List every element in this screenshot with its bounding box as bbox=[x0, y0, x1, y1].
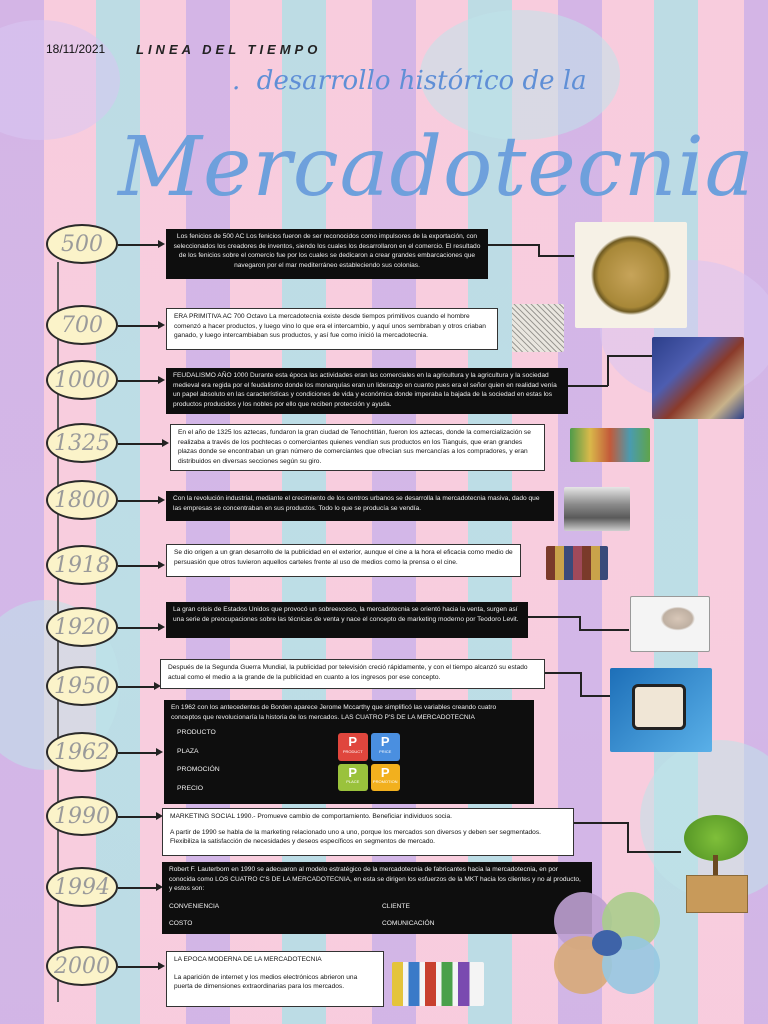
arrow-icon bbox=[158, 376, 165, 384]
year-marker: 1962 bbox=[46, 732, 118, 772]
entry-box: Se dio origen a un gran desarrollo de la publicidad en el exterior, aunque el cine a la hora el eficacia como medio de persuasión que otros tuvieron aquellos carteles frente al uso de medios como la prensa o el cine. bbox=[166, 544, 521, 577]
connector bbox=[118, 686, 156, 688]
year-marker: 1800 bbox=[46, 480, 118, 520]
entry-box: FEUDALISMO AÑO 1000 Durante esta época las actividades eran las comerciales en la agricultura y la agricultura y la sociedad medieval era regida por el feudalismo donde los monarquías eran un liderazgo en cuanto pues era el señor quien en realidad venía un papel absoluto en las características y condiciones de vida y económica donde imperaba la bajada de la sociedad en estas los productos producidos y los nobles por ello que reciben protección y ayuda. bbox=[166, 368, 568, 414]
man-portrait bbox=[630, 596, 710, 652]
p-cell bbox=[371, 764, 401, 792]
link-line bbox=[538, 255, 574, 257]
bullet: . bbox=[232, 66, 241, 96]
connector bbox=[118, 380, 160, 382]
venn-center bbox=[592, 930, 622, 956]
connector bbox=[118, 500, 160, 502]
link-line bbox=[579, 629, 629, 631]
arrow-icon bbox=[162, 439, 169, 447]
list-item: PROMOCIÓN bbox=[177, 766, 220, 774]
list-item: PRODUCTO bbox=[177, 729, 216, 737]
link-line bbox=[579, 616, 581, 630]
entry-text: Robert F. Lauterborn en 1990 se adecuaron al modelo estratégico de la mercadotecnia de fabricantes hacia la mercadotecnia, en por conocida como LOS CUATRO C'S DE LA MERCADOTECNIA, en esta se dirigen los esfuerzos de la MKT hacia los clientes y no al producto, y estos son: bbox=[169, 866, 581, 893]
year-marker: 500 bbox=[46, 224, 118, 264]
link-line bbox=[627, 822, 629, 852]
arrow-icon bbox=[158, 623, 165, 631]
list-item: COSTO bbox=[169, 920, 193, 928]
entry-box: ERA PRIMITIVA AC 700 Octavo La mercadotecnia existe desde tiempos primitivos cuando el hombre comenzó a hacer productos, y luego vino lo que era el intercambio, y aquí unos sembraban y otros criaban ganado, y luego intercambiaban sus productos, y así fue como inició la mercadotecnia. bbox=[166, 308, 498, 350]
year-marker: 1325 bbox=[46, 423, 118, 463]
entry-box: Con la revolución industrial, mediante el crecimiento de los centros urbanos se desarrolla la mercadotecnia masiva, dado que las empresas se concentraban en sus productos. Todo lo que se producía se vendía. bbox=[166, 491, 554, 521]
p-cell bbox=[338, 733, 368, 761]
people-figures bbox=[392, 962, 484, 1006]
p-letter: P bbox=[348, 734, 358, 750]
entry-box bbox=[162, 862, 592, 934]
link-line bbox=[607, 355, 653, 357]
list-item: PRECIO bbox=[177, 784, 204, 792]
year-marker: 1920 bbox=[46, 607, 118, 647]
entry-box: Después de la Segunda Guerra Mundial, la publicidad por televisión creció rápidamente, y con el tiempo alcanzó su estado actual como el medio a la grande de la publicidad en cuanto a los ingresos por ese concepto. bbox=[160, 659, 545, 689]
sketch-image bbox=[512, 304, 564, 352]
p-cell bbox=[338, 764, 368, 792]
tv-screen bbox=[632, 684, 686, 730]
link-line bbox=[545, 672, 581, 674]
year-marker: 1990 bbox=[46, 796, 118, 836]
medieval-painting bbox=[652, 337, 744, 419]
year-marker: 1994 bbox=[46, 867, 118, 907]
p-grid-icon bbox=[338, 733, 400, 791]
link-line bbox=[627, 851, 681, 853]
year-marker: 1950 bbox=[46, 666, 118, 706]
entry-text: LA EPOCA MODERNA DE LA MERCADOTECNIA bbox=[174, 956, 322, 963]
connector bbox=[118, 244, 160, 246]
box bbox=[686, 875, 748, 913]
link-line bbox=[488, 244, 540, 246]
arrow-icon bbox=[158, 240, 165, 248]
page-heading: LINEA DEL TIEMPO bbox=[136, 42, 322, 57]
link-line bbox=[568, 385, 608, 387]
link-line bbox=[528, 616, 580, 618]
list-item: CONVENIENCIA bbox=[169, 902, 220, 910]
p-cell bbox=[371, 733, 401, 761]
date: 18/11/2021 bbox=[46, 42, 106, 56]
p-sub: PROMOTION bbox=[372, 779, 398, 785]
factory-photo bbox=[564, 487, 630, 531]
year-marker: 1000 bbox=[46, 360, 118, 400]
year-marker: 2000 bbox=[46, 946, 118, 986]
entry-box: En el año de 1325 los aztecas, fundaron la gran ciudad de Tenochtitlán, fueron los aztecas, donde la comercialización se realizaba a través de los pochtecas o comerciantes quienes vendían sus productos en los Tianguis, que eran grandes plazas donde se encontraban un gran número de comerciantes que ofrecían sus mercancías a los compradores, y eran distribuidos en diversas secciones según su giro. bbox=[170, 424, 545, 471]
venn-diagram bbox=[554, 892, 660, 994]
posters-image bbox=[546, 546, 608, 580]
link-line bbox=[574, 822, 628, 824]
p-letter: P bbox=[348, 764, 358, 780]
entry-text-2: A partir de 1990 se habla de la marketing relacionado uno a uno, porque los mercados son diversos y deben ser segmentados. Flexibiliza la satisfacción de necesidades y deseos específicos en segmentos de mercado. bbox=[170, 828, 541, 846]
entry-box bbox=[162, 808, 574, 856]
link-line bbox=[580, 695, 612, 697]
connector bbox=[118, 325, 160, 327]
arrow-icon bbox=[158, 321, 165, 329]
entry-box bbox=[166, 951, 384, 1007]
entry-box bbox=[164, 700, 534, 804]
entry-box: Los fenicios de 500 AC Los fenicios fueron de ser reconocidos como impulsores de la exportación, con seleccionados los creadores de inventos, siendo los cuales los desarrollaron en el comercio. El resultado de los fenicios sobre el comercio fue por los cuales se dedicaron a crear grandes embarcaciones que navegaron por el mar mediterráneo estableciendo sus colonias. bbox=[166, 229, 488, 279]
subtitle bbox=[232, 66, 587, 96]
subtitle-text: desarrollo histórico de la bbox=[256, 66, 587, 96]
year-marker: 1918 bbox=[46, 545, 118, 585]
connector bbox=[118, 627, 160, 629]
coin-image bbox=[575, 222, 687, 328]
four-cs-list bbox=[169, 902, 585, 929]
p-letter: P bbox=[380, 734, 390, 750]
connector bbox=[118, 966, 160, 968]
connector bbox=[118, 816, 158, 818]
tv-image bbox=[610, 668, 712, 752]
year-marker: 700 bbox=[46, 305, 118, 345]
market-mural bbox=[570, 428, 650, 462]
arrow-icon bbox=[156, 748, 163, 756]
p-letter: P bbox=[380, 764, 390, 780]
list-item: COMUNICACIÓN bbox=[382, 920, 435, 928]
entry-text: En 1962 con los antecedentes de Borden aparece Jerome Mccarthy que simplificó las variables creando cuatro conceptos que revolucionaría la historia de los mercados. LAS CUATRO P'S DE LA MERCADOTECNIA bbox=[171, 704, 497, 721]
connector bbox=[118, 565, 160, 567]
list-item: PLAZA bbox=[177, 747, 199, 755]
p-sub: PLACE bbox=[346, 779, 360, 785]
arrow-icon bbox=[158, 561, 165, 569]
entry-box: La gran crisis de Estados Unidos que provocó un sobreexceso, la mercadotecnia se orientó hacia la venta, surgen así una serie de preocupaciones sobre las técnicas de venta y nace el concepto de marketing moderno por Teodoro Levit. bbox=[166, 602, 528, 638]
entry-text: MARKETING SOCIAL 1990.- Promueve cambio de comportamiento. Beneficiar individuos socia. bbox=[170, 813, 452, 820]
p-sub: PRICE bbox=[379, 748, 392, 754]
arrow-icon bbox=[158, 962, 165, 970]
tree-box-icon bbox=[680, 815, 752, 913]
p-sub: PRODUCT bbox=[342, 748, 363, 754]
connector bbox=[118, 887, 158, 889]
arrow-icon bbox=[158, 496, 165, 504]
entry-text-2: La aparición de internet y los medios electrónicos abrieron una puerta de dimensiones extraordinarias para los mercados. bbox=[174, 973, 358, 991]
list-item: CLIENTE bbox=[382, 902, 410, 910]
main-title: Mercadotecnia bbox=[118, 120, 755, 215]
link-line bbox=[580, 672, 582, 696]
connector bbox=[118, 443, 164, 445]
link-line bbox=[607, 355, 609, 386]
connector bbox=[118, 752, 158, 754]
